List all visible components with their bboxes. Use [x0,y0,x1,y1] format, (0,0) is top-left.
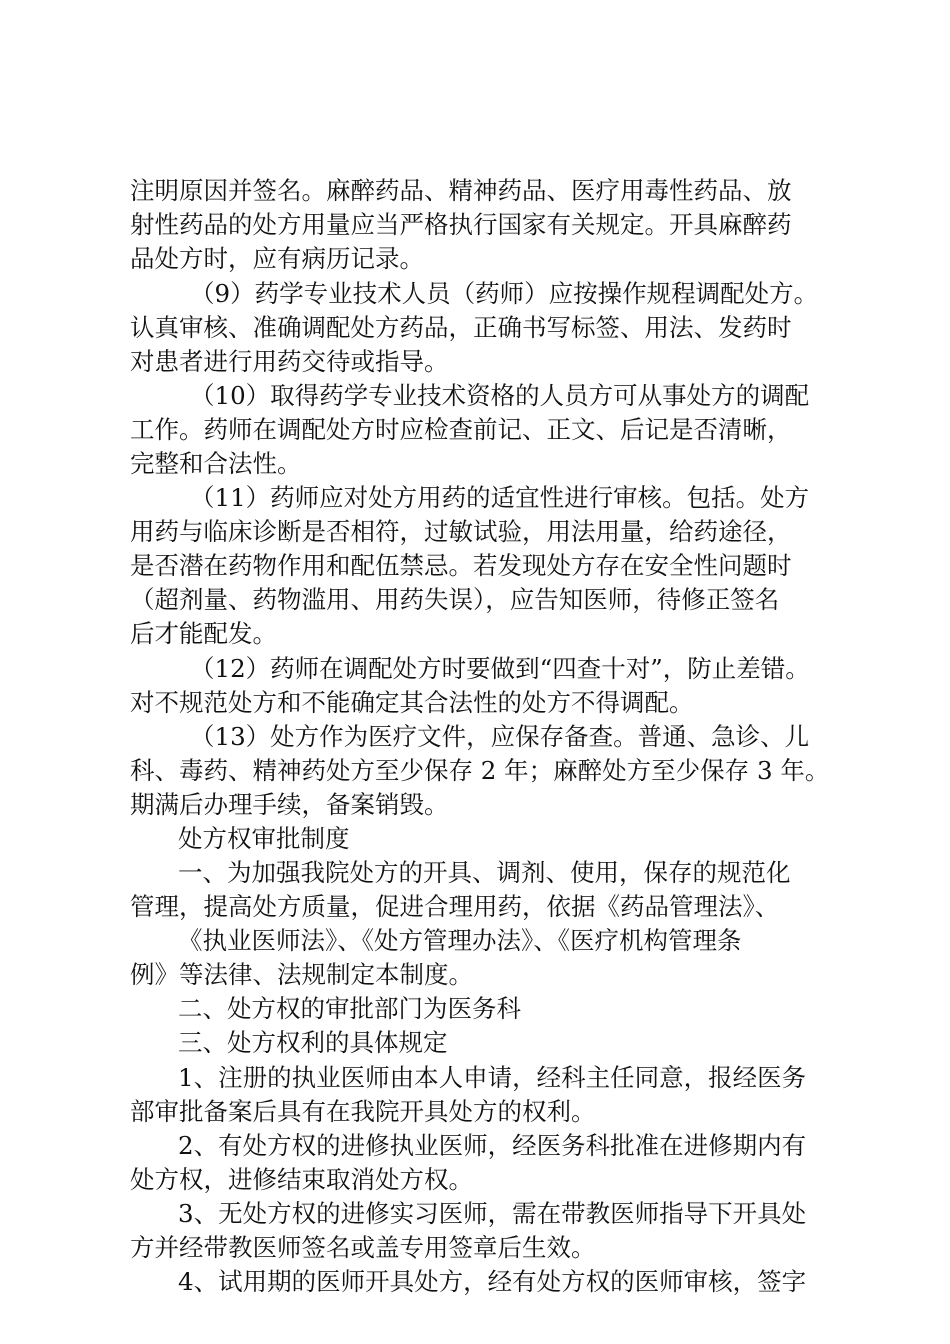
text-line: 2、有处方权的进修执业医师，经医务科批准在进修期内有 [178,1131,807,1160]
text-line: （超剂量、药物滥用、用药失误），应告知医师，待修正签名 [130,585,780,614]
text-line: （11）药师应对处方用药的适宜性进行审核。包括。处方 [190,483,810,512]
text-line: 是否潜在药物作用和配伍禁忌。若发现处方存在安全性问题时 [130,551,792,580]
text-line: 一、为加强我院处方的开具、调剂、使用，保存的规范化 [178,858,791,887]
section-heading: 处方权审批制度 [178,824,350,853]
text-line: 后才能配发。 [130,619,277,648]
text-line: 期满后办理手续，备案销毁。 [130,790,449,819]
text-line: 品处方时，应有病历记录。 [130,244,424,273]
text-line: 二、处方权的审批部门为医务科 [178,994,521,1023]
text-line: 射性药品的处方用量应当严格执行国家有关规定。开具麻醉药 [130,210,792,239]
text-line: 完整和合法性。 [130,449,302,478]
text-line: 管理，提高处方质量，促进合理用药，依据《药品管理法》、 [130,892,780,921]
text-line: 用药与临床诊断是否相符，过敏试验，用法用量，给药途径， [130,517,792,546]
text-line: 工作。药师在调配处方时应检查前记、正文、后记是否清晰， [130,415,792,444]
text-line: 方并经带教医师签名或盖专用签章后生效。 [130,1233,596,1262]
text-line: 4、试用期的医师开具处方，经有处方权的医师审核，签字 [178,1267,807,1296]
text-line: 对不规范处方和不能确定其合法性的处方不得调配。 [130,688,694,717]
text-line: 科、毒药、精神药处方至少保存 2 年；麻醉处方至少保存 3 年。 [130,756,830,785]
text-line: 例》等法律、法规制定本制度。 [130,960,473,989]
text-line: 3、无处方权的进修实习医师，需在带教医师指导下开具处 [178,1199,807,1228]
text-line: 对患者进行用药交待或指导。 [130,347,449,376]
text-line: 注明原因并签名。麻醉药品、精神药品、医疗用毒性药品、放 [130,176,792,205]
text-line: （13）处方作为医疗文件，应保存备查。普通、急诊、儿 [190,722,810,751]
text-line: 三、处方权利的具体规定 [178,1028,448,1057]
text-line: （10）取得药学专业技术资格的人员方可从事处方的调配 [190,381,810,410]
text-line: 部审批备案后具有在我院开具处方的权利。 [130,1097,596,1126]
text-line: 1、注册的执业医师由本人申请，经科主任同意，报经医务 [178,1063,807,1092]
text-line: 《执业医师法》、《处方管理办法》、《医疗机构管理条 [178,926,742,955]
text-line: 认真审核、准确调配处方药品，正确书写标签、用法、发药时 [130,313,792,342]
text-line: （9）药学专业技术人员（药师）应按操作规程调配处方。 [190,279,819,308]
text-line: （12）药师在调配处方时要做到“四查十对”，防止差错。 [190,654,810,683]
text-line: 处方权，进修结束取消处方权。 [130,1165,473,1194]
